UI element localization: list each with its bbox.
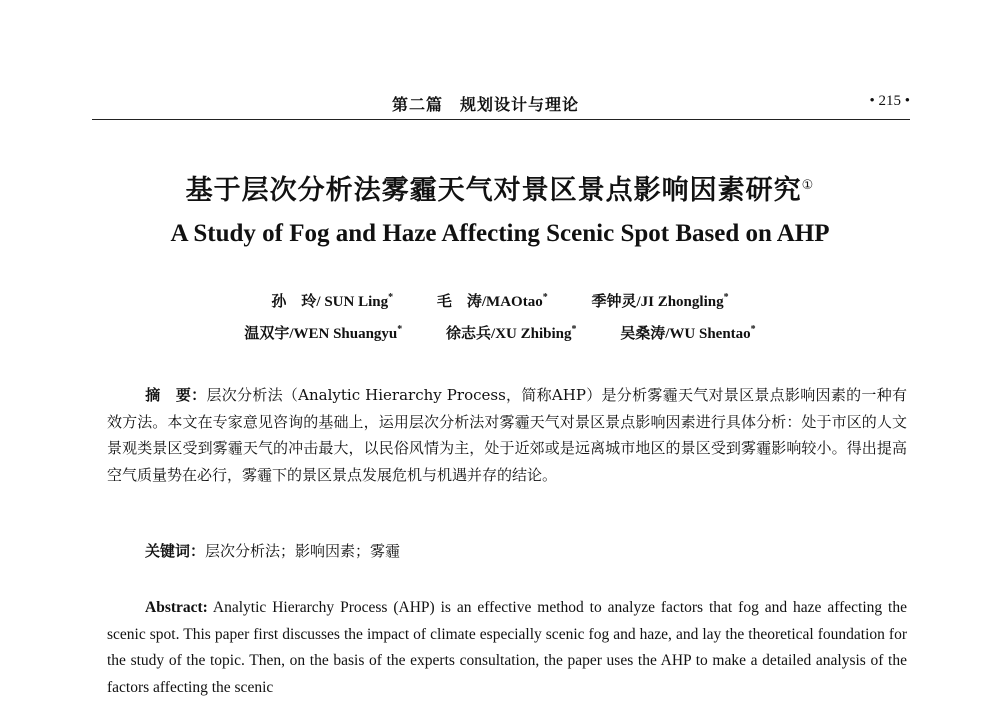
author-name: 季钟灵/JI Zhongling (591, 294, 724, 310)
author-row-2 (0, 322, 1000, 343)
running-header (92, 88, 910, 120)
author (446, 322, 576, 343)
author-name: 温双宇/WEN Shuangyu (244, 326, 398, 342)
author (620, 322, 755, 343)
abstract-english (107, 595, 907, 701)
abstract-english-label: Abstract: (145, 599, 208, 616)
author-name: 徐志兵/XU Zhibing (446, 326, 572, 342)
author-row-1 (0, 290, 1000, 311)
title-english: A Study of Fog and Haze Affecting Scenic Spot Based on AHP (170, 220, 830, 247)
author-name: 毛 涛/MAOtao (436, 294, 543, 310)
title-chinese (0, 168, 1000, 207)
footnote-marker: ① (801, 178, 815, 193)
author-mark: * (542, 292, 548, 303)
author-mark: * (723, 292, 729, 303)
abstract-chinese (107, 382, 907, 488)
author-mark: * (750, 324, 756, 335)
page-number: • 215 • (869, 93, 910, 109)
running-title: 第二篇 规划设计与理论 (392, 95, 580, 114)
title-chinese-text: 基于层次分析法雾霾天气对景区景点影响因素研究 (185, 175, 802, 206)
author-mark: * (397, 324, 403, 335)
abstract-english-text: Analytic Hierarchy Process (AHP) is an effective method to analyze factors that fog and haze affecting the scenic spot. This paper first discusses the impact of climate especially scenic fog and haze, and lay the theoretical foundation for the study of the topic. Then, on the basis of the experts consultation, the paper uses the AHP to make a detailed analysis of the factors affecting the scenic (107, 599, 907, 696)
author (244, 322, 402, 343)
author-mark: * (571, 324, 577, 335)
header-rule (92, 119, 910, 120)
author-mark: * (388, 292, 394, 303)
author-name: 孙 玲/ SUN Ling (271, 294, 389, 310)
abstract-chinese-label: 摘 要： (145, 386, 207, 404)
author-name: 吴桑涛/WU Shentao (620, 326, 751, 342)
keywords-chinese (145, 540, 400, 561)
keywords-label: 关键词： (145, 542, 206, 560)
author (437, 290, 548, 311)
keywords-text: 层次分析法；影响因素；雾霾 (205, 542, 401, 560)
abstract-chinese-text: 层次分析法（Analytic Hierarchy Process，简称AHP）是分析雾霾天气对景区景点影响因素的一种有效方法。本文在专家意见咨询的基础上，运用层次分析法对雾霾天气对景区景点影响因素进行具体分析：处于市区的人文景观类景区受到雾霾天气的冲击最大，以民俗风情为主，处于近郊或是远离城市地区的景区受到雾霾影响较小。得出提高空气质量势在必行，雾霾下的景区景点发展危机与机遇并存的结论。 (107, 386, 907, 484)
author (591, 290, 728, 311)
author (271, 290, 393, 311)
